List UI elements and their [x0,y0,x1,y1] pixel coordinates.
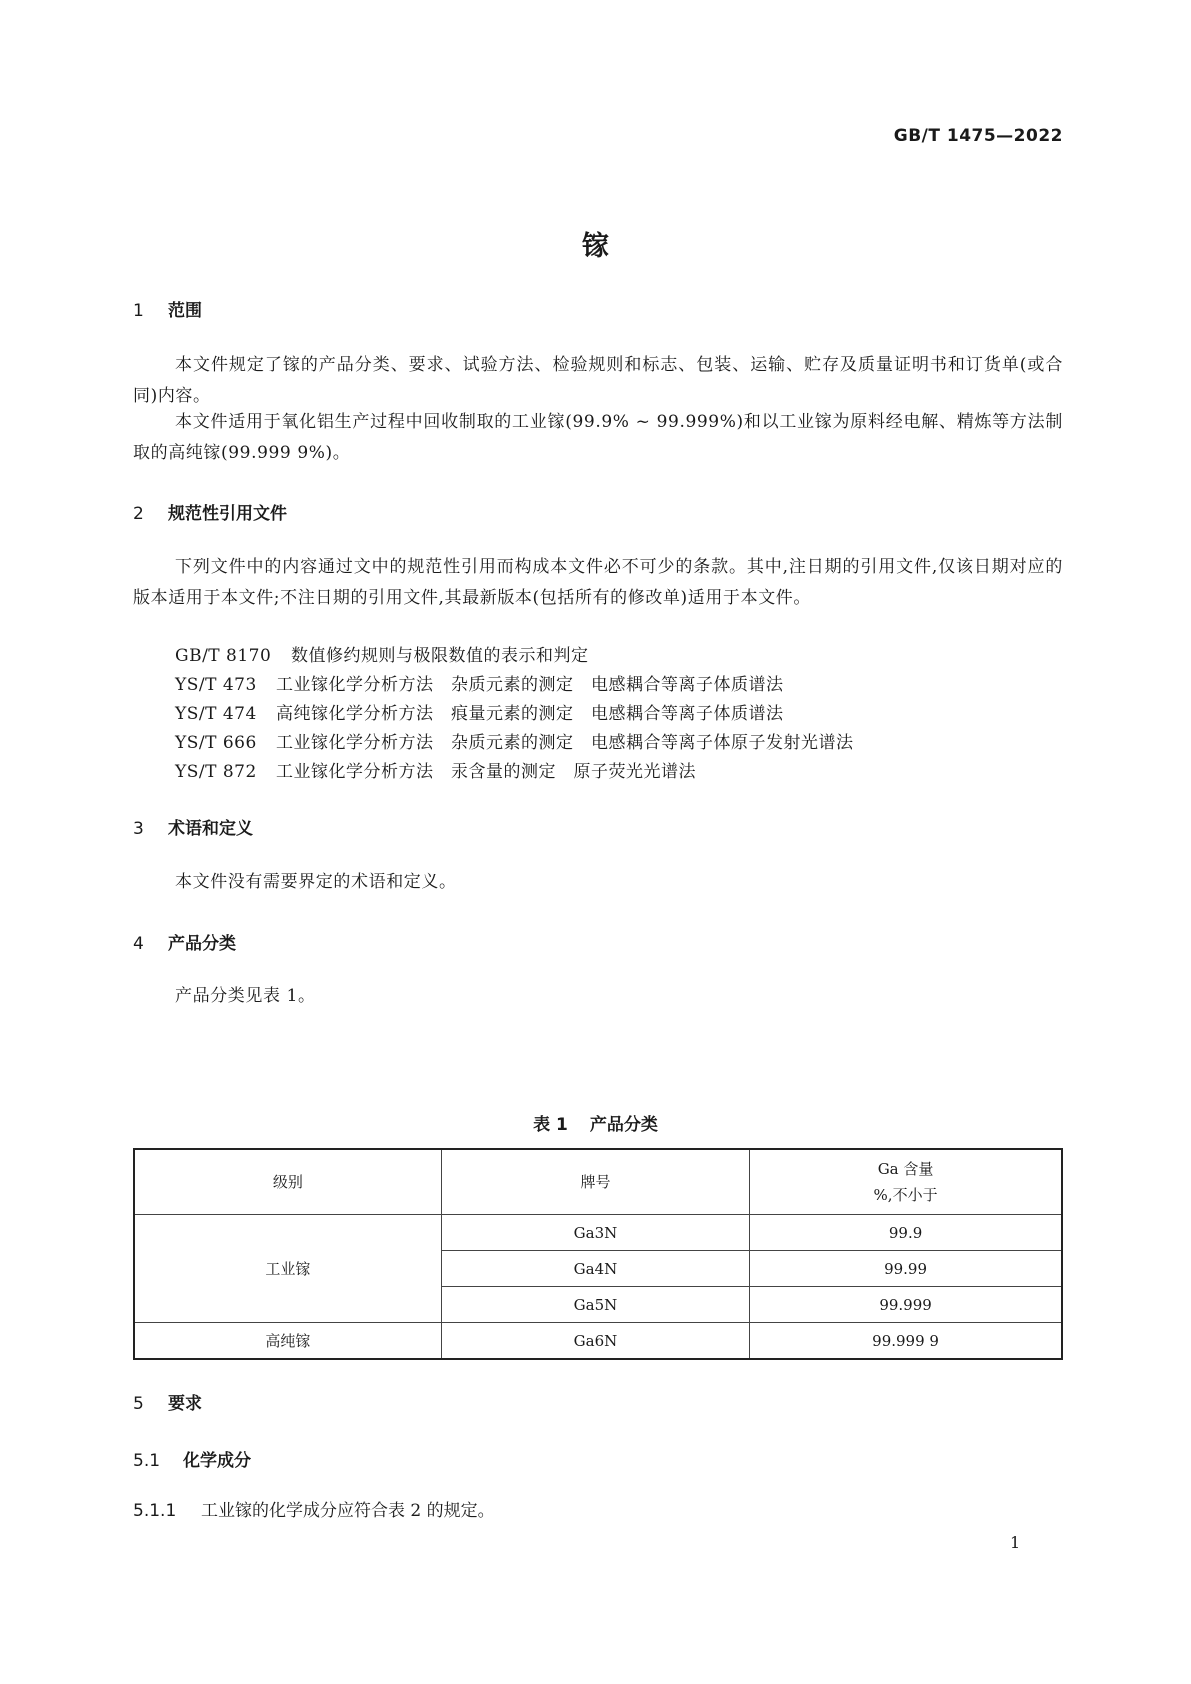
reference-item [175,670,784,695]
clause-number: 5.1.1 [133,1501,177,1521]
section-5-heading [133,1389,202,1414]
grade-cell-industrial: 工业镓 [134,1215,441,1323]
reference-title: 工业镓化学分析方法 杂质元素的测定 电感耦合等离子体原子发射光谱法 [276,733,854,753]
section-number: 3 [133,819,144,839]
section-1-heading [133,296,202,321]
table-header-row [134,1149,1062,1215]
reference-title: 高纯镓化学分析方法 痕量元素的测定 电感耦合等离子体质谱法 [276,704,784,724]
grade-cell-high-purity: 高纯镓 [134,1323,441,1360]
section-3-heading [133,814,253,839]
product-classification-table [133,1148,1063,1360]
table-caption-number: 表 1 [533,1115,568,1135]
reference-code: GB/T 8170 [175,646,272,666]
standard-code: GB/T 1475—2022 [893,126,1063,146]
section-title: 产品分类 [168,934,236,954]
ga-cell: 99.999 [750,1287,1062,1323]
reference-item [175,728,854,753]
brand-cell: Ga6N [441,1323,749,1360]
brand-cell: Ga3N [441,1215,749,1251]
table-caption-title: 产品分类 [589,1115,658,1135]
brand-cell: Ga4N [441,1251,749,1287]
scope-paragraph-1: 本文件规定了镓的产品分类、要求、试验方法、检验规则和标志、包装、运输、贮存及质量证明书和订货单(或合同)内容。 [133,355,1063,406]
ga-cell: 99.99 [750,1251,1062,1287]
section-number: 5.1 [133,1451,161,1471]
header-ga-content [750,1149,1062,1215]
header-ga-line-2: %,不小于 [873,1186,938,1204]
table-row [134,1323,1062,1360]
table-row [134,1215,1062,1251]
section-4-heading [133,929,236,954]
header-brand: 牌号 [441,1149,749,1215]
ga-cell: 99.999 9 [750,1323,1062,1360]
section-number: 4 [133,934,144,954]
reference-code: YS/T 872 [175,762,257,782]
ga-cell: 99.9 [750,1215,1062,1251]
document-title: 镓 [582,231,609,262]
reference-item [175,641,589,666]
references-intro: 下列文件中的内容通过文中的规范性引用而构成本文件必不可少的条款。其中,注日期的引用文件,仅该日期对应的版本适用于本文件;不注日期的引用文件,其最新版本(包括所有的修改单)适用于本文件。 [133,557,1063,608]
reference-item [175,757,696,782]
brand-cell: Ga5N [441,1287,749,1323]
section-2-heading [133,499,287,524]
scope-paragraph-2: 本文件适用于氧化铝生产过程中回收制取的工业镓(99.9% ~ 99.999%)和以工业镓为原料经电解、精炼等方法制取的高纯镓(99.999 9%)。 [133,412,1063,463]
section-title: 要求 [168,1394,202,1414]
reference-code: YS/T 474 [175,704,257,724]
section-number: 5 [133,1394,144,1414]
header-ga-line-1: Ga 含量 [877,1160,934,1178]
classification-paragraph: 产品分类见表 1。 [175,986,316,1006]
reference-title: 数值修约规则与极限数值的表示和判定 [291,646,589,666]
section-number: 1 [133,301,144,321]
section-5-1-heading [133,1446,251,1471]
section-number: 2 [133,504,144,524]
reference-code: YS/T 666 [175,733,257,753]
reference-code: YS/T 473 [175,675,257,695]
table-1-caption [0,1110,1191,1135]
clause-text: 工业镓的化学成分应符合表 2 的规定。 [201,1501,495,1521]
section-title: 规范性引用文件 [168,504,287,524]
page-number: 1 [1010,1533,1021,1552]
section-title: 化学成分 [183,1451,251,1471]
section-title: 范围 [168,301,202,321]
header-grade: 级别 [134,1149,441,1215]
reference-title: 工业镓化学分析方法 杂质元素的测定 电感耦合等离子体质谱法 [276,675,784,695]
reference-title: 工业镓化学分析方法 汞含量的测定 原子荧光光谱法 [276,762,696,782]
terms-paragraph: 本文件没有需要界定的术语和定义。 [175,872,457,892]
section-title: 术语和定义 [168,819,253,839]
reference-item [175,699,784,724]
clause-5-1-1 [133,1496,495,1521]
